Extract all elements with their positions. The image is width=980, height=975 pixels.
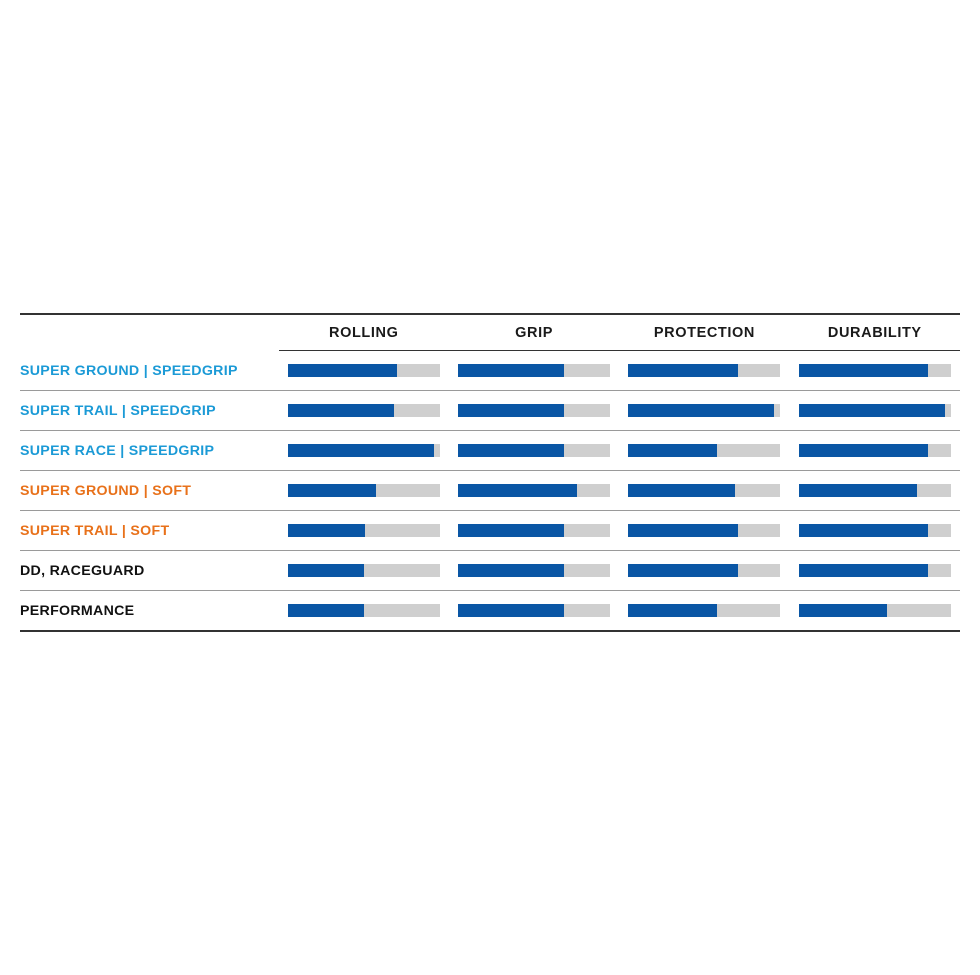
rating-bar-track — [799, 404, 951, 417]
table-row — [20, 391, 960, 431]
rating-bar-track — [288, 564, 440, 577]
rating-bar-fill — [288, 364, 397, 377]
rating-bar-track — [799, 604, 951, 617]
rating-bar-fill — [288, 604, 364, 617]
rating-bar-cell — [790, 511, 960, 551]
rating-bar-cell — [619, 431, 789, 471]
row-label: SUPER GROUND | SOFT — [20, 471, 279, 511]
row-label: SUPER RACE | SPEEDGRIP — [20, 431, 279, 471]
rating-bar-track — [458, 564, 610, 577]
rating-bar-cell — [449, 551, 619, 591]
rating-bar-fill — [628, 604, 716, 617]
table-row — [20, 471, 960, 511]
rating-bar-track — [288, 364, 440, 377]
rating-bar-cell — [279, 431, 449, 471]
rating-bar-track — [458, 364, 610, 377]
rating-bar-fill — [799, 404, 945, 417]
rating-bar-cell — [790, 591, 960, 631]
rating-bar-track — [628, 564, 780, 577]
row-label: SUPER TRAIL | SPEEDGRIP — [20, 391, 279, 431]
rating-bar-cell — [449, 511, 619, 551]
rating-bar-track — [799, 564, 951, 577]
rating-bar-track — [288, 444, 440, 457]
rating-bar-cell — [790, 471, 960, 511]
rating-bar-fill — [288, 524, 366, 537]
rating-bar-track — [458, 524, 610, 537]
table-row — [20, 551, 960, 591]
rating-bar-fill — [288, 484, 376, 497]
rating-bar-cell — [790, 391, 960, 431]
rating-bar-cell — [619, 591, 789, 631]
rating-bar-fill — [458, 564, 564, 577]
rating-bar-fill — [288, 404, 394, 417]
rating-bar-cell — [790, 351, 960, 391]
row-label: DD, RACEGUARD — [20, 551, 279, 591]
rating-bar-track — [799, 484, 951, 497]
rating-bar-track — [628, 364, 780, 377]
rating-bar-track — [628, 404, 780, 417]
rating-bar-fill — [288, 444, 434, 457]
rating-bar-cell — [279, 511, 449, 551]
rating-bar-fill — [458, 484, 577, 497]
rating-bar-fill — [799, 364, 928, 377]
rating-bar-fill — [628, 564, 737, 577]
tire-spec-chart — [20, 313, 960, 632]
rating-bar-fill — [458, 524, 564, 537]
rating-bar-cell — [279, 471, 449, 511]
rating-bar-track — [458, 604, 610, 617]
rating-bar-fill — [799, 564, 928, 577]
row-label: SUPER GROUND | SPEEDGRIP — [20, 351, 279, 391]
table-row — [20, 351, 960, 391]
rating-bar-cell — [619, 351, 789, 391]
rating-bar-cell — [619, 551, 789, 591]
rating-bar-track — [628, 524, 780, 537]
rating-bar-cell — [449, 431, 619, 471]
rating-bar-cell — [790, 551, 960, 591]
rating-bar-cell — [279, 551, 449, 591]
rating-bar-track — [799, 524, 951, 537]
rating-bar-fill — [799, 604, 887, 617]
rating-bar-track — [288, 604, 440, 617]
rating-bar-track — [458, 484, 610, 497]
rating-bar-cell — [619, 471, 789, 511]
row-label: PERFORMANCE — [20, 603, 135, 619]
rating-bar-cell — [619, 391, 789, 431]
rating-bar-fill — [799, 444, 928, 457]
rating-bar-fill — [458, 444, 564, 457]
table-row — [20, 511, 960, 551]
rating-bar-track — [458, 404, 610, 417]
rating-bar-fill — [458, 404, 564, 417]
rating-bar-cell — [449, 591, 619, 631]
rating-bar-cell — [619, 511, 789, 551]
table-row — [20, 431, 960, 471]
rating-bar-track — [799, 364, 951, 377]
rating-bar-track — [628, 444, 780, 457]
rating-bar-track — [628, 604, 780, 617]
table-body — [20, 351, 960, 631]
column-header-protection: PROTECTION — [619, 314, 789, 351]
rating-bar-fill — [628, 404, 774, 417]
rating-bar-fill — [799, 484, 918, 497]
rating-bar-fill — [628, 524, 737, 537]
table-header-row — [20, 314, 960, 351]
rating-bar-cell — [279, 591, 449, 631]
rating-bar-cell — [790, 431, 960, 471]
row-label: SUPER TRAIL | SOFT — [20, 511, 279, 551]
rating-bar-fill — [628, 364, 737, 377]
column-header-label — [20, 314, 279, 351]
rating-bar-track — [799, 444, 951, 457]
column-header-durability: DURABILITY — [790, 314, 960, 351]
column-header-rolling: ROLLING — [279, 314, 449, 351]
rating-bar-cell — [279, 391, 449, 431]
rating-bar-track — [458, 444, 610, 457]
spec-comparison-table — [20, 313, 960, 630]
rating-bar-fill — [458, 364, 564, 377]
rating-bar-cell — [449, 351, 619, 391]
rating-bar-track — [288, 404, 440, 417]
rating-bar-fill — [799, 524, 928, 537]
rating-bar-track — [288, 484, 440, 497]
rating-bar-cell — [279, 351, 449, 391]
column-header-grip: GRIP — [449, 314, 619, 351]
rating-bar-fill — [628, 444, 716, 457]
rating-bar-cell — [449, 471, 619, 511]
table-bottom-rule — [20, 630, 960, 632]
table-row — [20, 591, 960, 631]
rating-bar-fill — [458, 604, 564, 617]
rating-bar-fill — [628, 484, 734, 497]
rating-bar-cell — [449, 391, 619, 431]
rating-bar-track — [628, 484, 780, 497]
rating-bar-track — [288, 524, 440, 537]
rating-bar-fill — [288, 564, 364, 577]
